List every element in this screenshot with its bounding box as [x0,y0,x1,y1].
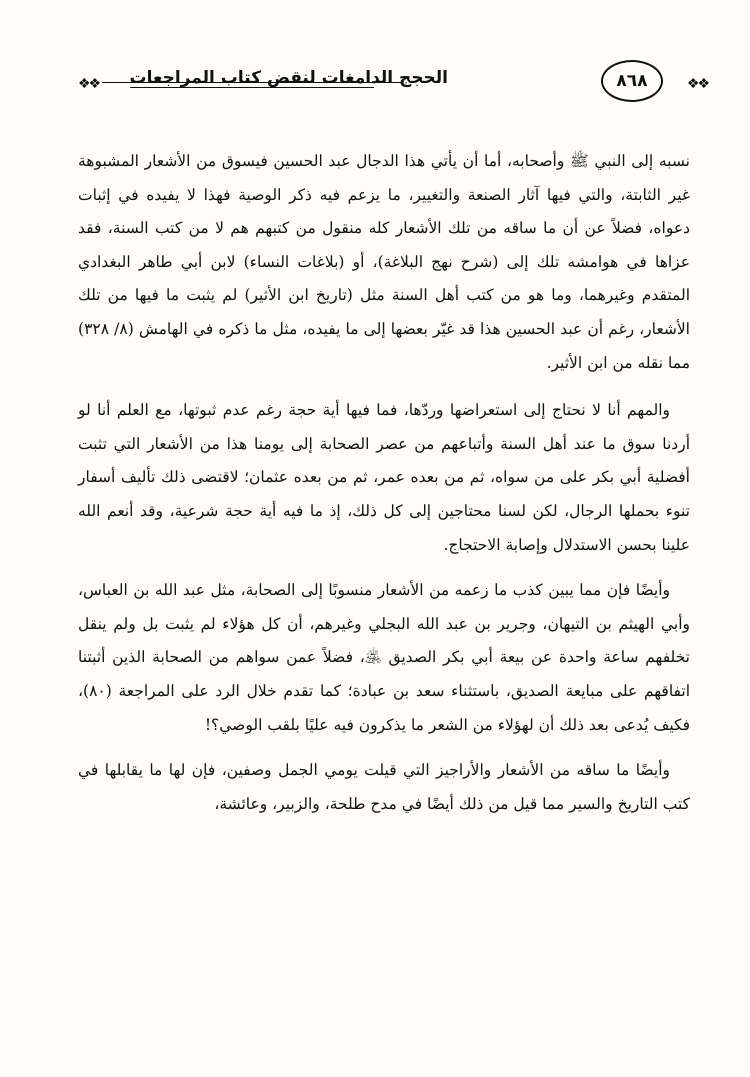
ornament-right-icon: ❖❖ [686,76,708,92]
paragraph-1: نسبه إلى النبي ﷺ وأصحابه، أما أن يأتي هذا الدجال عبد الحسين فيسوق من الأشعار المشبوهة غير الثابتة، والتي فيها آثار الصنعة والتغيير، ما يزعم فيه ذكر الوصية فهذا لا يفيده في إثبات دعواه، فضلاً عن أن ما ساقه من تلك الأشعار كله منقول من كتبهم هم لا من كتب السنة، فقد عزاها في هوامشه تلك إلى (شرح نهج البلاغة)، أو (بلاغات النساء) لابن أبي طاهر البغدادي المتقدم وغيرهما، وما هو من كتب أهل السنة مثل (تاريخ ابن الأثير) لم يثبت ما فيها من تلك الأشعار، رغم أن عبد الحسين هذا قد غيّر بعضها إلى ما يفيده، مثل ما ذكره في الهامش (٨/ ٣٢٨) مما نقله من ابن الأثير. [78,152,690,372]
paragraph-4: وأيضًا ما ساقه من الأشعار والأراجيز التي قيلت يومي الجمل وصفين، فإن لها ما يقابلها في كتب التاريخ والسير مما قيل من ذلك أيضًا في مدح طلحة، والزبير، وعائشة، [78,761,690,813]
paragraph-2: والمهم أنا لا نحتاج إلى استعراضها وردّها، فما فيها أية حجة رغم عدم ثبوتها، مع العلم أنا لو أردنا سوق ما عند أهل السنة وأتباعهم من عصر الصحابة إلى يومنا هذا من الأشعار التي تثبت أفضلية أبي بكر على من سواه، ثم من بعده عمر، ثم من بعده عثمان؛ لاقتضى ذلك تأليف أسفار تنوء بحملها الرجال، لكن لسنا محتاجين إلى كل ذلك، إذ ما فيه أية حجة شرعية، وقد أنعم الله علينا بحسن الاستدلال وإصابة الاحتجاج. [78,401,690,554]
running-title: الحجج الدامغات لنقض كتاب المراجعات [129,68,448,88]
page-number: ٨٦٨ [601,60,663,102]
body-text [78,145,690,833]
paragraph-3: وأيضًا فإن مما يبين كذب ما زعمه من الأشعار منسوبًا إلى الصحابة، مثل عبد الله بن العباس، وأبي الهيثم بن التيهان، وجرير بن عبد الله البجلي وغيرهم، أن كل هؤلاء لم يثبت بل ولم ينقل تخلفهم ساعة واحدة عن بيعة أبي بكر الصديق ﵁، فضلاً عمن سواهم من الصحابة الذين أثبتنا اتفاقهم على مبايعة الصديق، باستثناء سعد بن عبادة؛ كما تقدم خلال الرد على المراجعة (٨٠)، فكيف يُدعى بعد ذلك أن لهؤلاء من الشعر ما يذكرون فيه عليًا بلقب الوصي؟! [78,581,690,734]
ornament-left-icon: ❖❖ [78,76,100,92]
page-header [70,58,708,104]
